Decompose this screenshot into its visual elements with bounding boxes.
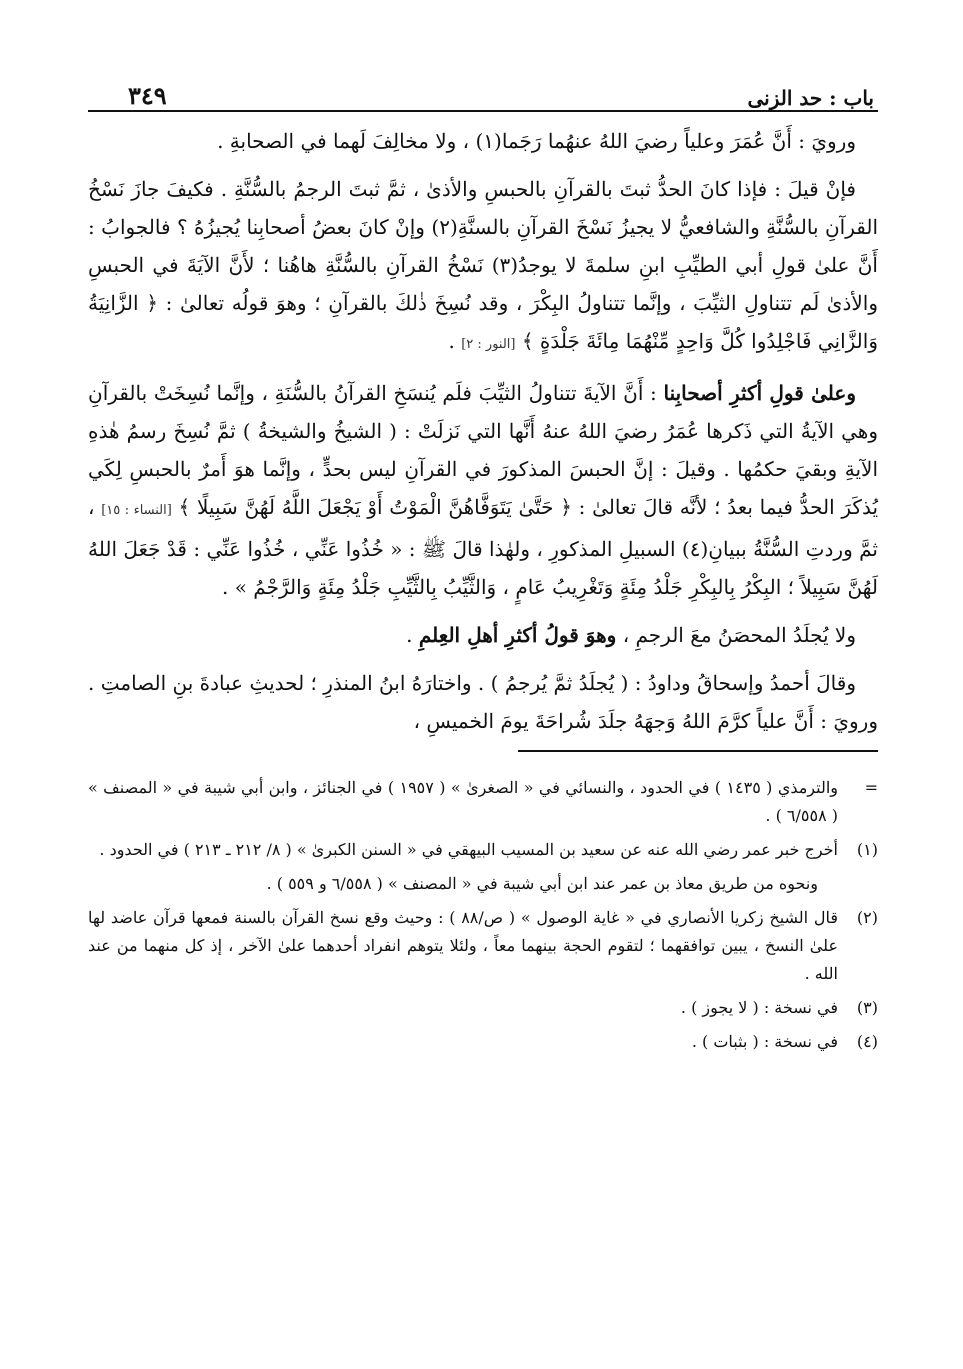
footnote-2 <box>88 904 878 988</box>
paragraph-3-lead: وعلىٰ قولِ أكثرِ أصحابِنا <box>663 381 856 405</box>
footnote-mark: (٤) <box>856 1032 878 1051</box>
footnote-1-extra: ونحوه من طريق معاذ بن عمر عند ابن أبي شيبة في « المصنف » ( ٦/٥٥٨ و ٥٥٩ ) . <box>266 874 818 893</box>
footnote-text: في نسخة : ( بثبات ) . <box>691 1032 838 1051</box>
footnote-mark: = <box>864 778 878 797</box>
footnote-1 <box>88 836 878 864</box>
footnote-4 <box>88 1028 878 1056</box>
page-header <box>88 70 878 112</box>
book-page <box>88 70 878 1062</box>
footnote-text: والترمذي ( ١٤٣٥ ) في الحدود ، والنسائي في « الصغرىٰ » ( ١٩٥٧ ) في الجنائز ، وابن أبي شيبة في « المصنف » ( ٦/٥٥٨ ) . <box>88 778 839 825</box>
paragraph-4-end: . <box>406 623 413 647</box>
footnote-text: أخرج خبر عمر رضي الله عنه عن سعيد بن المسيب البيهقي في « السنن الكبرىٰ » ( ٨/ ٢١٢ ـ ٢١٣ ) في الحدود . <box>99 840 838 859</box>
paragraph-4-bold: وهوَ قولُ أكثرِ أهلِ العِلمِ <box>418 623 617 647</box>
main-text <box>88 122 878 740</box>
paragraph-3-end: ، ثمَّ وردتِ السُّنَّةُ ببيانِ(٤) السبيلِ المذكورِ ، ولهٰذا قالَ ﷺ : « خُذُوا عَنِّي ، خُذُوا عَنِّي : قَدْ جَعَلَ اللهُ لَهُنَّ سَبِيلاً ؛ البِكْرُ بِالبِكْرِ جَلْدُ مِئَةٍ وَتَغْرِيبُ عَامٍ ، وَالثَّيِّبُ بِالثَّيِّبِ جَلْدُ مِئَةٍ وَالرَّجْمُ » . <box>88 495 878 599</box>
footnotes <box>88 774 878 1056</box>
footnote-continuation <box>88 774 878 830</box>
footnote-mark: (٣) <box>856 998 878 1017</box>
paragraph-2-end: . <box>448 329 455 353</box>
paragraph-3 <box>88 374 878 606</box>
paragraph-5: وقالَ أحمدُ وإسحاقُ وداودُ : ( يُجلَدُ ثمَّ يُرجمُ ) . واختارَهُ ابنُ المنذرِ ؛ لحديثِ عبادةَ بنِ الصامتِ . ورويَ : أَنَّ علياً كرَّمَ اللهُ وَجهَهُ جلَدَ شُراحَةَ يومَ الخميسِ ، <box>88 671 878 733</box>
footnote-mark: (١) <box>856 840 878 859</box>
footnote-text: قال الشيخ زكريا الأنصاري في « غاية الوصول » ( ص/٨٨ ) : وحيث وقع نسخ القرآن بالسنة فمعها قرآن عاضد لها علىٰ النسخ ، يبين توافقهما ؛ لتقوم الحجة بينهما معاً ، ولئلا يتوهم انفراد أحدهما علىٰ الآخر ، إذ كل منهما من عند الله . <box>88 908 838 983</box>
footnote-mark: (٢) <box>856 908 878 927</box>
paragraph-4-start: ولا يُجلَدُ المحصَنُ معَ الرجمِ ، <box>622 623 856 647</box>
paragraph-1: ورويَ : أَنَّ عُمَرَ وعلياً رضيَ اللهُ عنهُما رَجَما(١) ، ولا مخالِفَ لَهما في الصحابةِ . <box>217 129 856 153</box>
paragraph-4 <box>88 616 878 654</box>
footnote-divider <box>518 750 878 752</box>
footnote-text: في نسخة : ( لا يجوز ) . <box>680 998 838 1017</box>
quran-reference-nisa: [النساء : ١٥] <box>101 503 172 518</box>
footnote-3 <box>88 994 878 1022</box>
page-number: ٣٤٩ <box>128 81 167 110</box>
paragraph-2 <box>88 170 878 364</box>
quran-reference-nur: [النور : ٢] <box>461 337 516 352</box>
paragraph-2-text: فإنْ قيلَ : فإذا كانَ الحدُّ ثبتَ بالقرآنِ بالحبسِ والأذىٰ ، ثمَّ ثبتَ الرجمُ بالسُّنَّةِ . فكيفَ جازَ نَسْخُ القرآنِ بالسُّنَّةِ والشافعيُّ لا يجيزُ نَسْخَ القرآنِ بالسنَّةِ(٢) وإنْ كانَ بعضُ أصحابِنا يُجيزُهُ ؟ فالجوابُ : أَنَّ علىٰ قولِ أبي الطيِّبِ ابنِ سلمةَ لا يوجدُ(٣) نَسْخُ القرآنِ بالسُّنَّةِ هاهُنا ؛ لأَنَّ الآيَةَ في الحبسِ والأذىٰ لَم تتناولِ الثيِّبَ ، وإنَّما تتناولُ البِكْرَ ، وقد نُسِخَ ذٰلكَ بالقرآنِ ؛ وهوَ قولُه تعالىٰ : ﴿ الزَّانِيَةُ وَالزَّانِي فَاجْلِدُوا كُلَّ وَاحِدٍ مِّنْهُمَا مِائَةَ جَلْدَةٍ ﴾ <box>88 177 878 353</box>
chapter-title: باب : حد الزنى <box>747 86 874 110</box>
paragraph-3-text: : أَنَّ الآيةَ تتناولُ الثيِّبَ فلَم يُنسَخِ القرآنُ بالسُّنَةِ ، وإنَّما نُسِخَتْ بالقرآنِ وهي الآيةُ التي ذَكرها عُمَرُ رضيَ اللهُ عنهُ أَنَّها التي نَزلَتْ : ( الشيخُ والشيخةُ ) ثمَّ نُسِخَ رسمُ هٰذهِ الآيةِ وبقيَ حكمُها . وقيلَ : إنَّ الحبسَ المذكورَ في القرآنِ ليس بحدٍّ ، وإنَّما هوَ أَمرٌ بالحبسِ لِكَي يُذكَرَ الحدُّ فيما بعدُ ؛ لأنَّه قالَ تعالىٰ : ﴿ حَتَّىٰ يَتَوَفَّاهُنَّ الْمَوْتُ أَوْ يَجْعَلَ اللَّهُ لَهُنَّ سَبِيلًا ﴾ <box>88 381 879 519</box>
